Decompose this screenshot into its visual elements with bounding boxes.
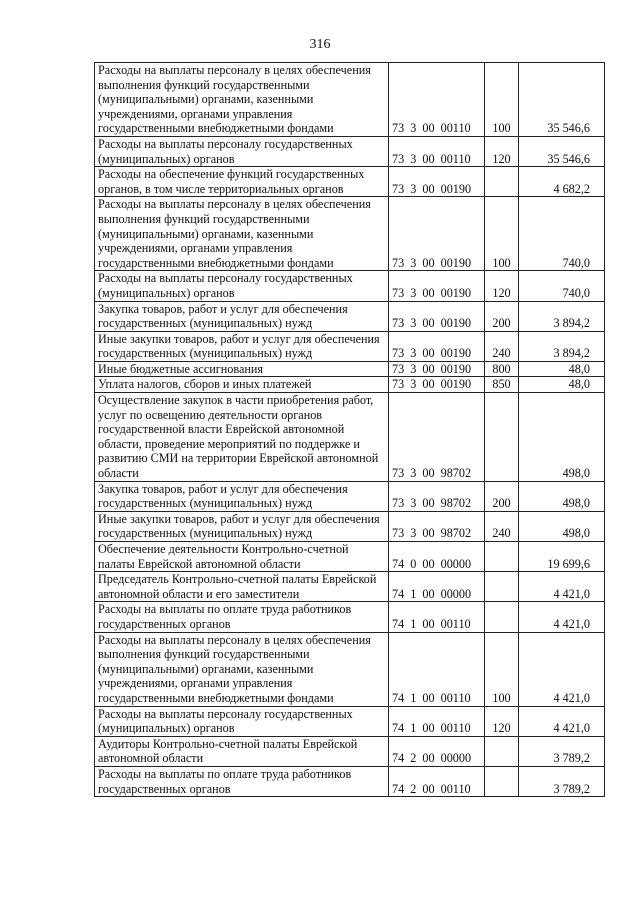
table-row: [95, 167, 605, 197]
row-expense-type-cell: 800: [485, 361, 519, 377]
row-code-cell: 73 3 00 00190: [389, 197, 485, 271]
row-expense-type-cell: 240: [485, 511, 519, 541]
row-code-cell: 74 1 00 00000: [389, 572, 485, 602]
row-code-cell: 74 0 00 00000: [389, 542, 485, 572]
row-amount-cell: 3 894,2: [519, 331, 605, 361]
row-expense-type-cell: 120: [485, 706, 519, 736]
row-name-cell: Расходы на выплаты персоналу в целях обеспечения выполнения функций государственными (муниципальными) органами, казенными учреждениями, органами управления государственными внебюджетными фондами: [95, 632, 389, 706]
row-expense-type-cell: [485, 393, 519, 482]
row-amount-cell: 48,0: [519, 361, 605, 377]
row-amount-cell: 4 421,0: [519, 602, 605, 632]
table-row: [95, 736, 605, 766]
row-amount-cell: 48,0: [519, 377, 605, 393]
row-name-cell: Иные закупки товаров, работ и услуг для обеспечения государственных (муниципальных) нужд: [95, 331, 389, 361]
row-amount-cell: 740,0: [519, 271, 605, 301]
row-expense-type-cell: 100: [485, 63, 519, 137]
row-code-cell: 74 2 00 00000: [389, 736, 485, 766]
row-code-cell: 73 3 00 98702: [389, 393, 485, 482]
row-expense-type-cell: [485, 766, 519, 796]
budget-table: [94, 62, 605, 797]
row-expense-type-cell: 200: [485, 301, 519, 331]
row-name-cell: Расходы на выплаты по оплате труда работников государственных органов: [95, 766, 389, 796]
table-row: [95, 393, 605, 482]
row-expense-type-cell: [485, 572, 519, 602]
row-code-cell: 74 2 00 00110: [389, 766, 485, 796]
row-amount-cell: 4 421,0: [519, 572, 605, 602]
row-amount-cell: 4 682,2: [519, 167, 605, 197]
row-expense-type-cell: [485, 167, 519, 197]
row-amount-cell: 498,0: [519, 511, 605, 541]
row-amount-cell: 498,0: [519, 481, 605, 511]
row-amount-cell: 35 546,6: [519, 63, 605, 137]
table-row: [95, 361, 605, 377]
row-name-cell: Расходы на выплаты по оплате труда работников государственных органов: [95, 602, 389, 632]
row-amount-cell: 3 789,2: [519, 736, 605, 766]
row-expense-type-cell: 240: [485, 331, 519, 361]
row-code-cell: 74 1 00 00110: [389, 602, 485, 632]
row-name-cell: Обеспечение деятельности Контрольно-счетной палаты Еврейской автономной области: [95, 542, 389, 572]
row-code-cell: 73 3 00 00190: [389, 301, 485, 331]
table-row: [95, 511, 605, 541]
row-code-cell: 73 3 00 98702: [389, 511, 485, 541]
row-code-cell: 74 1 00 00110: [389, 706, 485, 736]
table-row: [95, 766, 605, 796]
row-name-cell: Осуществление закупок в части приобретения работ, услуг по освещению деятельности органов государственной власти Еврейской автономной области, проведение мероприятий по поддержке и развитию СМИ на территории Еврейской автономной области: [95, 393, 389, 482]
row-expense-type-cell: 100: [485, 197, 519, 271]
table-row: [95, 331, 605, 361]
row-expense-type-cell: [485, 542, 519, 572]
row-name-cell: Расходы на выплаты персоналу государственных (муниципальных) органов: [95, 706, 389, 736]
table-row: [95, 572, 605, 602]
table-row: [95, 377, 605, 393]
row-name-cell: Председатель Контрольно-счетной палаты Еврейской автономной области и его заместители: [95, 572, 389, 602]
row-code-cell: 73 3 00 00190: [389, 331, 485, 361]
row-expense-type-cell: [485, 736, 519, 766]
row-name-cell: Аудиторы Контрольно-счетной палаты Еврейской автономной области: [95, 736, 389, 766]
row-expense-type-cell: 120: [485, 271, 519, 301]
table-row: [95, 63, 605, 137]
table-row: [95, 602, 605, 632]
table-row: [95, 706, 605, 736]
row-name-cell: Расходы на выплаты персоналу в целях обеспечения выполнения функций государственными (муниципальными) органами, казенными учреждениями, органами управления государственными внебюджетными фондами: [95, 197, 389, 271]
row-amount-cell: 3 894,2: [519, 301, 605, 331]
row-name-cell: Расходы на выплаты персоналу государственных (муниципальных) органов: [95, 271, 389, 301]
row-amount-cell: 4 421,0: [519, 706, 605, 736]
row-code-cell: 74 1 00 00110: [389, 632, 485, 706]
row-code-cell: 73 3 00 00190: [389, 271, 485, 301]
row-amount-cell: 3 789,2: [519, 766, 605, 796]
row-amount-cell: 35 546,6: [519, 136, 605, 166]
row-name-cell: Расходы на выплаты персоналу в целях обеспечения выполнения функций государственными (муниципальными) органами, казенными учреждениями, органами управления государственными внебюджетными фондами: [95, 63, 389, 137]
page-number: 316: [309, 37, 331, 52]
table-row: [95, 271, 605, 301]
row-code-cell: 73 3 00 00110: [389, 63, 485, 137]
row-name-cell: Иные бюджетные ассигнования: [95, 361, 389, 377]
row-code-cell: 73 3 00 98702: [389, 481, 485, 511]
row-expense-type-cell: 120: [485, 136, 519, 166]
table-row: [95, 136, 605, 166]
row-amount-cell: 740,0: [519, 197, 605, 271]
row-expense-type-cell: [485, 602, 519, 632]
row-name-cell: Иные закупки товаров, работ и услуг для обеспечения государственных (муниципальных) нужд: [95, 511, 389, 541]
table-row: [95, 197, 605, 271]
table-row: [95, 542, 605, 572]
table-row: [95, 481, 605, 511]
row-amount-cell: 498,0: [519, 393, 605, 482]
row-amount-cell: 19 699,6: [519, 542, 605, 572]
row-expense-type-cell: 100: [485, 632, 519, 706]
table-body: [95, 63, 605, 797]
row-code-cell: 73 3 00 00190: [389, 361, 485, 377]
row-expense-type-cell: 200: [485, 481, 519, 511]
row-code-cell: 73 3 00 00110: [389, 136, 485, 166]
row-expense-type-cell: 850: [485, 377, 519, 393]
row-code-cell: 73 3 00 00190: [389, 167, 485, 197]
row-name-cell: Закупка товаров, работ и услуг для обеспечения государственных (муниципальных) нужд: [95, 301, 389, 331]
table-row: [95, 301, 605, 331]
row-name-cell: Расходы на обеспечение функций государственных органов, в том числе территориальных органов: [95, 167, 389, 197]
row-name-cell: Закупка товаров, работ и услуг для обеспечения государственных (муниципальных) нужд: [95, 481, 389, 511]
row-amount-cell: 4 421,0: [519, 632, 605, 706]
row-code-cell: 73 3 00 00190: [389, 377, 485, 393]
table-row: [95, 632, 605, 706]
row-name-cell: Уплата налогов, сборов и иных платежей: [95, 377, 389, 393]
row-name-cell: Расходы на выплаты персоналу государственных (муниципальных) органов: [95, 136, 389, 166]
